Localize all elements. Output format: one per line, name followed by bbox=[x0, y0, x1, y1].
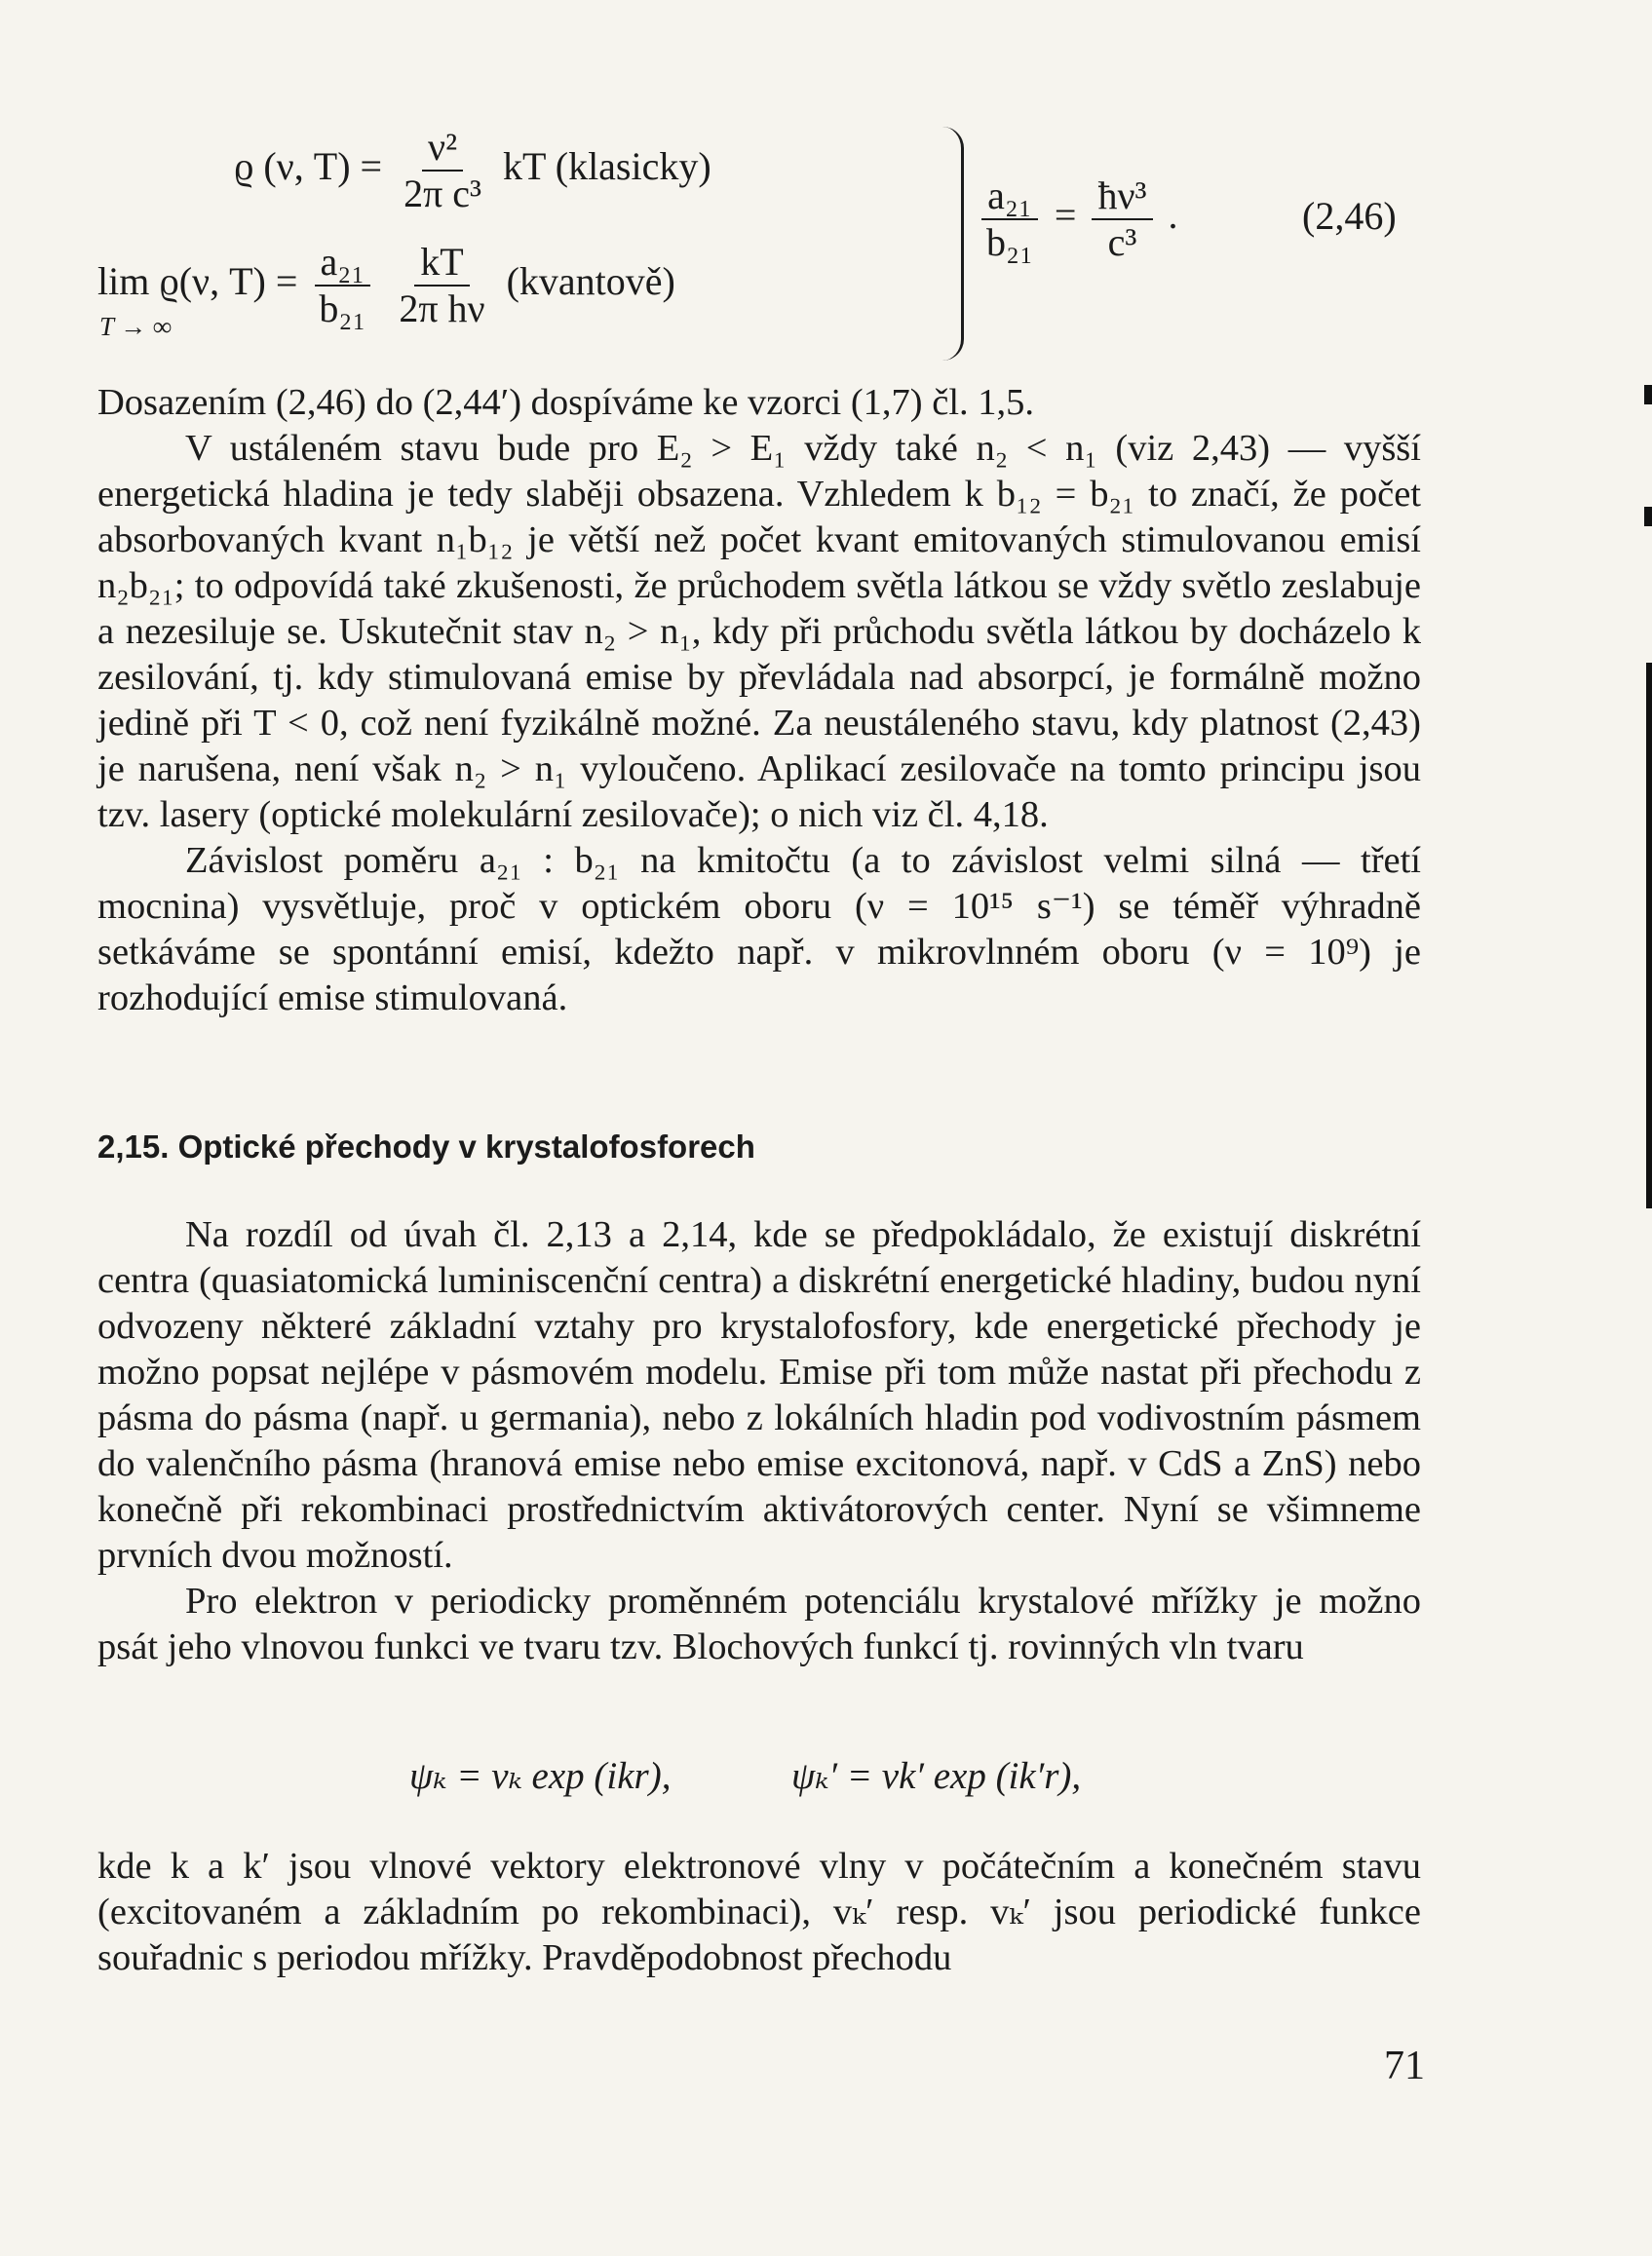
ratio-equals: = bbox=[1054, 193, 1077, 238]
ratio-denominator: b₂₁ bbox=[986, 220, 1033, 264]
ratio-numerator: a₂₁ bbox=[981, 175, 1038, 220]
quantum-fraction-1-num: a₂₁ bbox=[315, 242, 371, 287]
classic-formula bbox=[234, 127, 711, 214]
scan-edge-mark-mid bbox=[1644, 507, 1652, 526]
bloch-eq-2: ψₖ′ = vk′ exp (ik′r), bbox=[791, 1755, 1082, 1797]
quantum-fraction-1-den: b₂₁ bbox=[319, 287, 366, 330]
formula-block-2-46 bbox=[88, 117, 1433, 380]
quantum-formula bbox=[97, 242, 675, 329]
scan-edge-line bbox=[1646, 663, 1652, 1208]
body-text-section bbox=[97, 1212, 1421, 1670]
limit-subscript: T → ∞ bbox=[99, 312, 173, 341]
paragraph-6: kde k a k′ jsou vlnové vektory elektronové vlny v počátečním a konečném stavu (excitovaném a základním po rekombinaci), vₖ′ resp. vₖ′ jsou periodické funkce souřadnic s periodou mřížky. Pravděpodobnost přechodu bbox=[97, 1846, 1421, 1978]
paragraph-5: Pro elektron v periodicky proměnném potenciálu krystalové mřížky je možno psát jeho vlnovou funkci ve tvaru tzv. Blochových funkcí tj. rovinných vln tvaru bbox=[97, 1581, 1421, 1667]
paragraph-3: Závislost poměru a₂₁ : b₂₁ na kmitočtu (a to závislost velmi silná — třetí mocnina) vysvětluje, proč v optickém oboru (ν = 10¹⁵ s⁻¹) se téměř výhradně setkáváme se spontánní emisí, kdežto např. v mikrovlnném oboru (ν = 10⁹) je rozhodující emise stimulovaná. bbox=[97, 840, 1421, 1018]
ratio-rhs-fraction bbox=[1092, 175, 1152, 263]
quantum-rhs: (kvantově) bbox=[506, 259, 675, 304]
ratio-dot: . bbox=[1168, 193, 1178, 238]
paragraph-4: Na rozdíl od úvah čl. 2,13 a 2,14, kde se předpokládalo, že existují diskrétní centra (quasiatomická luminiscenční centra) a diskrétní energetické hladiny, budou nyní odvozeny některé základní vztahy pro krystalofosfory, kde energetické přechody je možno popsat nejlépe v pásmovém modelu. Emise při tom může nastat při přechodu z pásma do pásma (např. u germania), nebo z lokálních hladin pod vodivostním pásmem do valenčního pásma (hranová emise nebo emise excitonová, např. v CdS a ZnS) nebo konečně při rekombinaci prostřednictvím aktivátorových center. Nyní se všimneme prvních dvou možností. bbox=[97, 1214, 1421, 1576]
scan-edge-mark-top bbox=[1644, 385, 1652, 404]
right-brace bbox=[934, 127, 964, 361]
classic-rhs: kT (klasicky) bbox=[503, 144, 711, 189]
ratio-fraction bbox=[980, 175, 1039, 263]
quantum-lhs: lim ϱ(ν, T) = bbox=[97, 259, 298, 304]
quantum-fraction-2-num: kT bbox=[414, 242, 469, 287]
page-number: 71 bbox=[1384, 2044, 1425, 2088]
body-text-bottom bbox=[97, 1844, 1421, 1981]
ratio-formula bbox=[975, 175, 1178, 263]
equation-number: (2,46) bbox=[1302, 194, 1397, 238]
ratio-rhs-numerator: ħν³ bbox=[1092, 175, 1152, 220]
bloch-eq-1: ψₖ = vₖ exp (ikr), bbox=[409, 1755, 672, 1797]
quantum-fraction-2 bbox=[393, 242, 490, 329]
paragraph-1: Dosazením (2,46) do (2,44′) dospíváme ke vzorci (1,7) čl. 1,5. bbox=[97, 382, 1035, 423]
section-heading: 2,15. Optické přechody v krystalofosforech bbox=[97, 1128, 755, 1165]
paragraph-2: V ustáleném stavu bude pro E₂ > E₁ vždy také n₂ < n₁ (viz 2,43) — vyšší energetická hladina je tedy slaběji obsazena. Vzhledem k b₁₂ = b₂₁ to značí, že počet absorbovaných kvant n₁b₁₂ je větší než počet kvant emitovaných stimulovanou emisí n₂b₂₁; to odpovídá také zkušenosti, že průchodem světla látkou se vždy světlo zeslabuje a nezesiluje se. Uskutečnit stav n₂ > n₁, kdy při průchodu světla látkou by docházelo k zesilování, tj. kdy stimulovaná emise by převládala nad absorpcí, je formálně možno jedině při T < 0, což není fyzikálně možné. Za neustáleného stavu, kdy platnost (2,43) je narušena, není však n₂ > n₁ vyloučeno. Aplikací zesilovače na tomto principu jsou tzv. lasery (optické molekulární zesilovače); o nich viz čl. 4,18. bbox=[97, 428, 1421, 835]
quantum-fraction-2-den: 2π hν bbox=[399, 287, 485, 330]
classic-numerator: ν² bbox=[422, 127, 463, 172]
classic-fraction bbox=[398, 127, 487, 214]
classic-lhs: ϱ (ν, T) = bbox=[234, 144, 383, 189]
body-text-top bbox=[97, 380, 1421, 1021]
classic-denominator: 2π c³ bbox=[403, 172, 482, 215]
ratio-rhs-denominator: c³ bbox=[1107, 220, 1137, 264]
quantum-fraction-1 bbox=[313, 242, 371, 329]
